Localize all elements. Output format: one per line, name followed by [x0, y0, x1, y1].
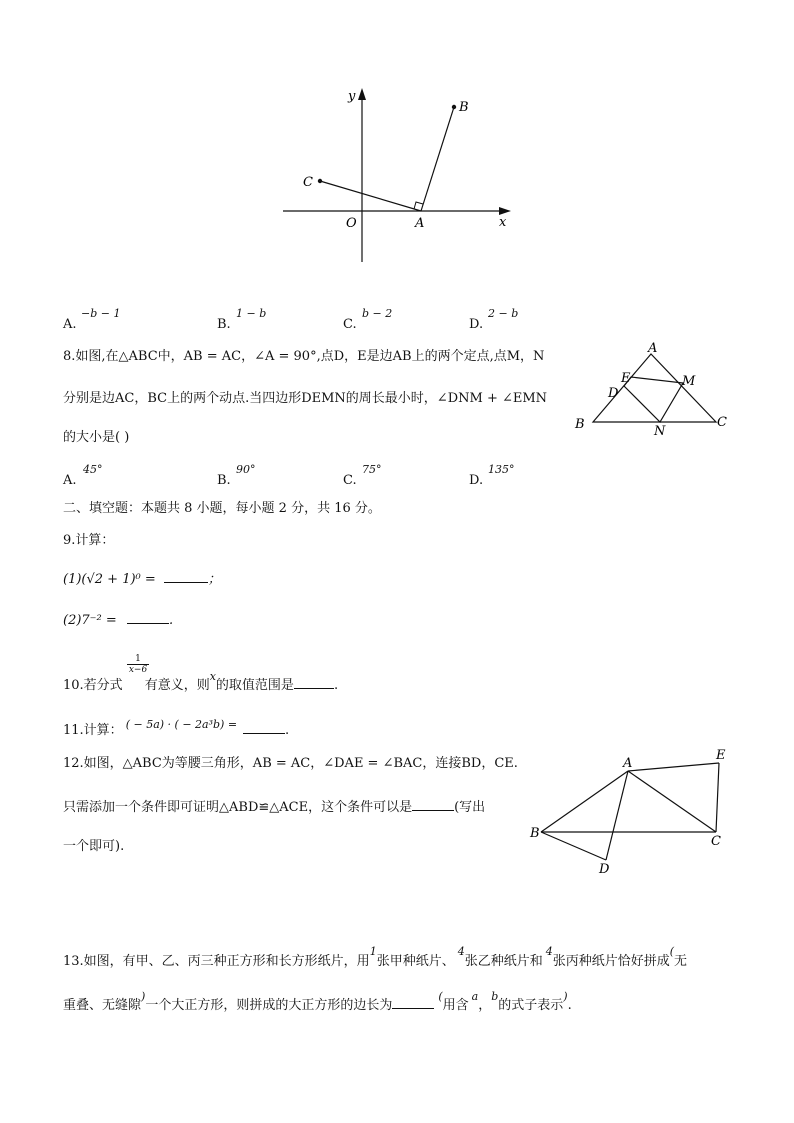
q8-line-2: 分别是边AC，BC上的两个动点.当四边形DEMN的周长最小时，∠DNM + ∠EMN [63, 391, 548, 406]
point-b-label: B [459, 100, 469, 115]
q8-label-m: M [682, 374, 696, 389]
q13-b3: 用含 [442, 998, 469, 1013]
q13-a5: 无 [674, 954, 688, 969]
q10-fraction-numerator: 1 [135, 654, 141, 664]
q8-label-a: A [648, 341, 658, 356]
q7-option-b-expr: 1 − b [236, 307, 267, 320]
q12-blank[interactable] [412, 797, 454, 811]
x-axis-arrow-icon [499, 207, 511, 215]
q11-line [63, 720, 289, 740]
q13-line-2 [63, 990, 572, 1015]
q8-label-n: N [654, 424, 666, 439]
q8-label-c: C [717, 415, 727, 430]
q11-end: . [285, 723, 290, 738]
q13-line-1 [63, 945, 688, 971]
q13-var-a: a [471, 990, 479, 1003]
q12-line-2 [63, 797, 485, 817]
q12-line-3: 一个即可). [63, 839, 125, 854]
q8-line-3: 的大小是( ) [63, 430, 130, 445]
q10-fraction-denominator: x−6 [128, 665, 148, 675]
x-label: x [499, 215, 507, 230]
q13-paren-open-2: ( [438, 990, 443, 1003]
q13-a3: 张乙种纸片和 [464, 954, 543, 969]
q7-option-d-letter: D. [469, 317, 484, 332]
y-label: y [348, 89, 356, 104]
q9-part-1 [63, 569, 221, 589]
q13-b4: 的式子表示 [498, 998, 564, 1013]
q8-option-d-letter: D. [469, 473, 484, 488]
segment-ab [421, 107, 454, 211]
q8-option-b-letter: B. [217, 473, 231, 488]
q8-option-c-expr: 75° [362, 463, 382, 476]
origin-label: O [346, 216, 357, 231]
q13-n1: 1 [369, 945, 377, 958]
q9-part-2-end: . [168, 613, 174, 628]
q8-label-b: B [575, 417, 585, 432]
q8-option-d-expr: 135° [488, 463, 515, 476]
q8-option-a-expr: 45° [83, 463, 103, 476]
q7-option-a-expr: −b − 1 [81, 307, 121, 320]
q12-label-a: A [623, 756, 633, 771]
q7-option-c-expr: b − 2 [362, 307, 393, 320]
q10-post: 的取值范围是 [215, 678, 294, 693]
q12-label-b: B [530, 826, 540, 841]
q13-b5: . [567, 998, 572, 1013]
segment-ca [320, 181, 421, 211]
q7-option-a-letter: A. [63, 317, 77, 332]
segment-bd [541, 832, 606, 860]
q7-figure [270, 80, 530, 270]
q9-part-1-expr: (1)(√2 + 1)⁰ = [63, 572, 156, 587]
q10-pre: 10.若分式 [63, 678, 123, 693]
q12-line-2a: 只需添加一个条件即可证明△ABD≌△ACE，这个条件可以是 [63, 800, 413, 815]
q12-line-2b: (写出 [454, 800, 486, 815]
q8-figure [568, 340, 738, 440]
q11-expr: ( − 5a) · ( − 2a³b) = [125, 718, 238, 731]
point-a-label: A [415, 216, 425, 231]
segment-ae [628, 763, 719, 771]
q10-blank[interactable] [294, 675, 334, 689]
q13-comma: ， [478, 998, 492, 1013]
q7-option-d-expr: 2 − b [488, 307, 519, 320]
q8-label-e: E [621, 371, 631, 386]
q13-blank[interactable] [392, 995, 434, 1009]
q13-paren-open: ( [669, 945, 675, 958]
q12-line-1: 12.如图，△ABC为等腰三角形，AB = AC，∠DAE = ∠BAC，连接BD，CE. [63, 756, 518, 771]
q12-label-c: C [711, 834, 721, 849]
q13-var-b: b [491, 990, 499, 1003]
point-c [318, 179, 322, 183]
q12-figure [524, 742, 744, 882]
q9-part-1-end: ； [207, 572, 221, 587]
q10-fraction [127, 654, 149, 675]
q11-pre: 11.计算： [63, 723, 123, 738]
q8-option-a-letter: A. [63, 473, 77, 488]
q7-option-c-letter: C. [343, 317, 357, 332]
q13-n3: 4 [545, 945, 553, 958]
segment-ac [628, 771, 716, 832]
q8-option-c-letter: C. [343, 473, 357, 488]
q13-b2: 一个大正方形，则拼成的大正方形的边长为 [145, 998, 393, 1013]
q13-a4: 张丙种纸片恰好拼成 [552, 954, 670, 969]
q11-blank[interactable] [243, 720, 285, 734]
q9-part-2-blank[interactable] [127, 610, 169, 624]
q12-label-d: D [599, 862, 610, 877]
q13-a2: 张甲种纸片、 [376, 954, 455, 969]
q10-var: x [209, 670, 216, 683]
segment-ec [716, 763, 719, 832]
q8-line-1: 8.如图,在△ABC中，AB = AC，∠A = 90°,点D，E是边AB上的两个定点,点M，N [63, 349, 545, 364]
y-axis-arrow-icon [358, 88, 366, 100]
q9-part-2 [63, 610, 173, 630]
q10-end: . [333, 678, 339, 693]
q13-paren-close-2: ) [563, 990, 568, 1003]
q9-stem: 9.计算： [63, 533, 115, 548]
q13-n2: 4 [457, 945, 465, 958]
section-2-heading: 二、填空题：本题共 8 小题，每小题 2 分，共 16 分。 [63, 501, 381, 516]
q9-part-2-expr: (2)7⁻² = [63, 613, 117, 628]
q10-mid: 有意义，则 [144, 678, 210, 693]
q7-option-b-letter: B. [217, 317, 231, 332]
q8-option-b-expr: 90° [236, 463, 256, 476]
q13-paren-close: ) [141, 990, 146, 1003]
q8-label-d: D [608, 386, 619, 401]
q13-b1: 重叠、无缝隙 [63, 998, 142, 1013]
q13-a1: 13.如图，有甲、乙、丙三种正方形和长方形纸片，用 [63, 954, 370, 969]
quadrilateral-demn [624, 377, 683, 422]
point-b [452, 105, 456, 109]
q9-part-1-blank[interactable] [164, 569, 208, 583]
point-c-label: C [303, 175, 313, 190]
q12-label-e: E [716, 748, 726, 763]
